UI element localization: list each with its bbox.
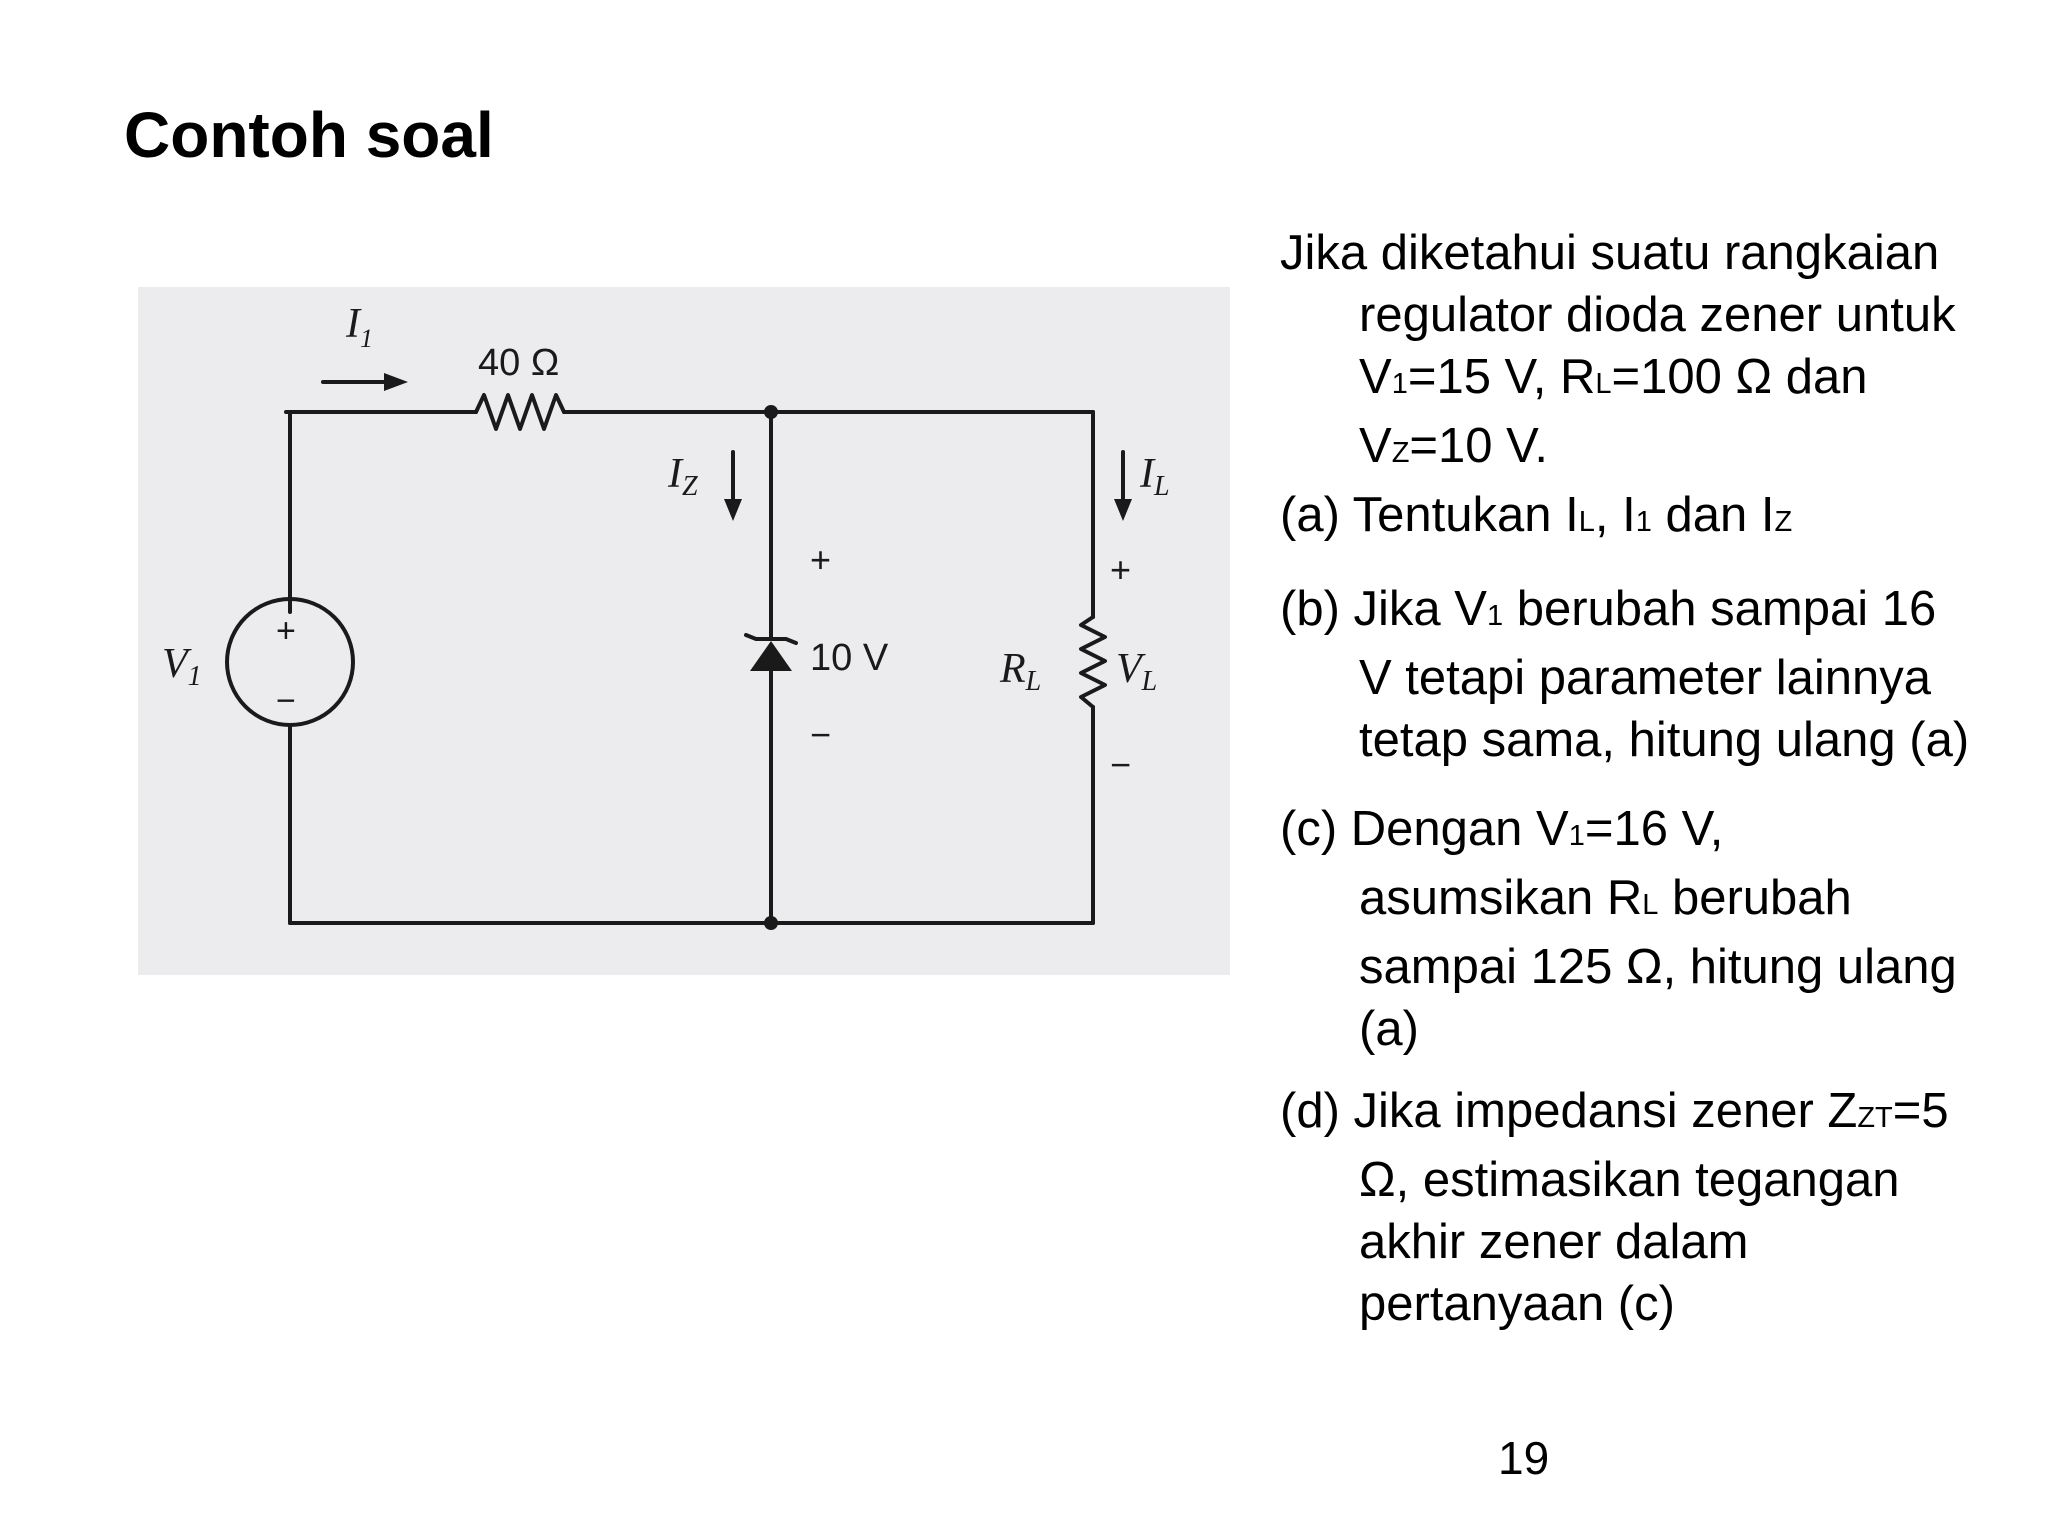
zener-regulator-circuit <box>138 287 1230 975</box>
d-line-2: Ω, estimasikan tegangan <box>1359 1153 1900 1207</box>
question-a <box>1280 484 2020 553</box>
question-intro <box>1280 222 2020 484</box>
zener-minus: − <box>810 714 832 755</box>
c-line-2: asumsikan RL berubah <box>1359 871 1852 925</box>
il-arrow-head <box>1114 499 1132 521</box>
zener-voltage-label: 10 V <box>810 637 889 679</box>
d-line-1: (d) Jika impedansi zener ZZT=5 <box>1280 1084 1949 1138</box>
d-line-4: pertanyaan (c) <box>1359 1277 1675 1331</box>
intro-line-1: Jika diketahui suatu rangkaian <box>1280 226 1940 280</box>
iz-label: IZ <box>668 451 698 502</box>
iz-arrow-head <box>724 499 742 521</box>
load-label: RL <box>1000 646 1042 697</box>
intro-line-2: regulator dioda zener untuk <box>1359 288 1956 342</box>
resistor-label: 40 Ω <box>478 342 560 384</box>
il-label: IL <box>1140 451 1170 502</box>
question-b <box>1280 578 2020 771</box>
vl-label: VL <box>1116 646 1158 697</box>
question-d <box>1280 1080 2020 1335</box>
resistor-40-ohm <box>476 395 564 429</box>
source-minus: − <box>276 682 296 720</box>
load-minus: − <box>1110 744 1132 785</box>
node-bottom <box>764 916 778 930</box>
circuit-figure <box>138 287 1230 975</box>
page-number: 19 <box>1498 1432 1550 1484</box>
node-top <box>764 405 778 419</box>
load-plus: + <box>1110 549 1132 590</box>
source-plus: + <box>276 612 296 650</box>
zener-plus: + <box>810 539 832 580</box>
load-resistor-rl <box>1081 617 1105 707</box>
intro-line-4: VZ=10 V. <box>1359 419 1548 473</box>
d-line-3: akhir zener dalam <box>1359 1215 1749 1269</box>
zener-diode <box>750 641 792 671</box>
b-line-2: V tetapi parameter lainnya <box>1359 651 1931 705</box>
c-line-4: (a) <box>1359 1002 1419 1056</box>
c-line-3: sampai 125 Ω, hitung ulang <box>1359 940 1957 994</box>
question-c <box>1280 798 2020 1060</box>
c-line-1: (c) Dengan V1=16 V, <box>1280 802 1724 856</box>
b-line-1: (b) Jika V1 berubah sampai 16 <box>1280 582 1937 636</box>
intro-line-3: V1=15 V, RL=100 Ω dan <box>1359 350 1868 404</box>
a-line-1: (a) Tentukan IL, I1 dan IZ <box>1280 488 1793 542</box>
slide-title: Contoh soal <box>124 99 494 171</box>
b-line-3: tetap sama, hitung ulang (a) <box>1359 713 1970 767</box>
i1-arrow-head <box>384 373 408 391</box>
source-label: V1 <box>162 641 202 692</box>
i1-label: $I_1$ <box>346 301 373 353</box>
